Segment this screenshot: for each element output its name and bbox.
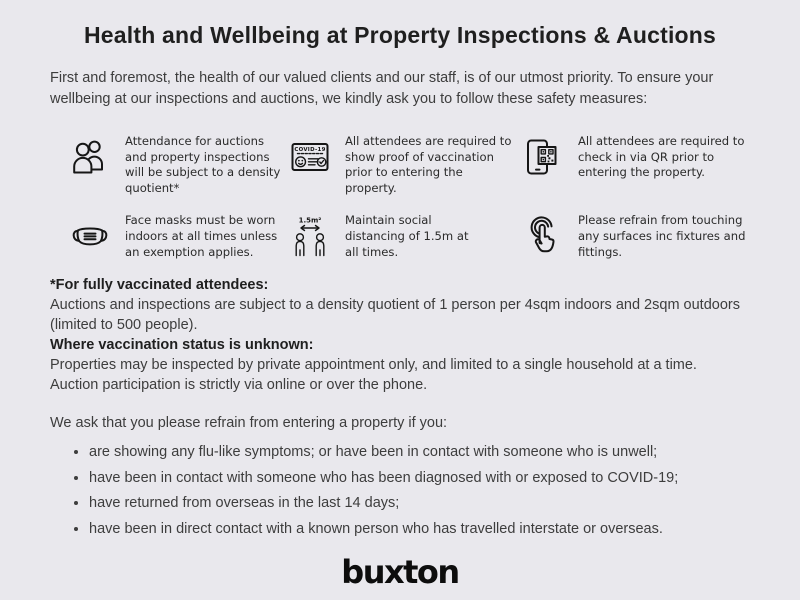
- refrain-lead: We ask that you please refrain from entering a property if you:: [50, 415, 448, 432]
- measure-vaccination-proof: [288, 133, 521, 197]
- page-title: Health and Wellbeing at Property Inspections & Auctions: [83, 22, 717, 48]
- attendees-icon: [68, 133, 112, 181]
- buxton-logo: buxton: [341, 552, 459, 591]
- measure-text: Please refrain from touching any surfaces inc fixtures and fittings.: [578, 212, 746, 259]
- measure-no-touching: [521, 212, 750, 260]
- details-section: [50, 275, 750, 395]
- measure-text: All attendees are required to check in via QR prior to entering the property.: [578, 133, 745, 180]
- vaccination-card-icon: [288, 133, 332, 181]
- distance-label: 1.5m²: [298, 216, 322, 225]
- unknown-status-heading: Where vaccination status is unknown:: [50, 337, 314, 354]
- refrain-item: • have been in contact with someone who has been diagnosed with or exposed to COVID-19;: [89, 468, 750, 488]
- no-touch-icon: [521, 212, 565, 260]
- refrain-item: • have been in direct contact with a known person who has travelled interstate or overseas.: [89, 519, 750, 539]
- refrain-section: [50, 413, 750, 539]
- safety-measures-grid: [68, 133, 750, 260]
- measure-text: Maintain social distancing of 1.5m at all times.: [345, 212, 469, 259]
- measure-qr-checkin: [521, 133, 750, 197]
- refrain-item: • have returned from overseas in the last 14 days;: [89, 493, 750, 513]
- social-distance-icon: [288, 212, 332, 260]
- measure-text: Attendance for auctions and property inspections will be subject to a density quotient*: [125, 133, 281, 196]
- measure-attendance: [68, 133, 288, 197]
- intro-text: First and foremost, the health of our valued clients and our staff, is of our utmost priority. To ensure your wellbeing at our inspections and auctions, we kindly ask you to follow these safety measures:: [50, 70, 714, 108]
- covid-card-label: COVID-19: [294, 147, 326, 154]
- face-mask-icon: [68, 212, 112, 260]
- measure-text: All attendees are required to show proof of vaccination prior to entering the property.: [345, 133, 512, 196]
- vaccinated-heading: *For fully vaccinated attendees:: [50, 277, 269, 294]
- unknown-status-body-line1: Properties may be inspected by private appointment only, and limited to a single household at a time.: [50, 357, 697, 374]
- unknown-status-body-line2: Auction participation is strictly via online or over the phone.: [50, 377, 428, 394]
- refrain-list: [50, 442, 750, 539]
- refrain-item: • are showing any flu-like symptoms; or have been in contact with someone who is unwell;: [89, 442, 750, 462]
- measure-text: Face masks must be worn indoors at all times unless an exemption applies.: [125, 212, 278, 259]
- measure-social-distance: [288, 212, 521, 260]
- vaccinated-body: Auctions and inspections are subject to a density quotient of 1 person per 4sqm indoors and 2sqm outdoors (limited to 500 people).: [50, 297, 740, 334]
- measure-face-mask: [68, 212, 288, 260]
- qr-checkin-icon: [521, 133, 565, 181]
